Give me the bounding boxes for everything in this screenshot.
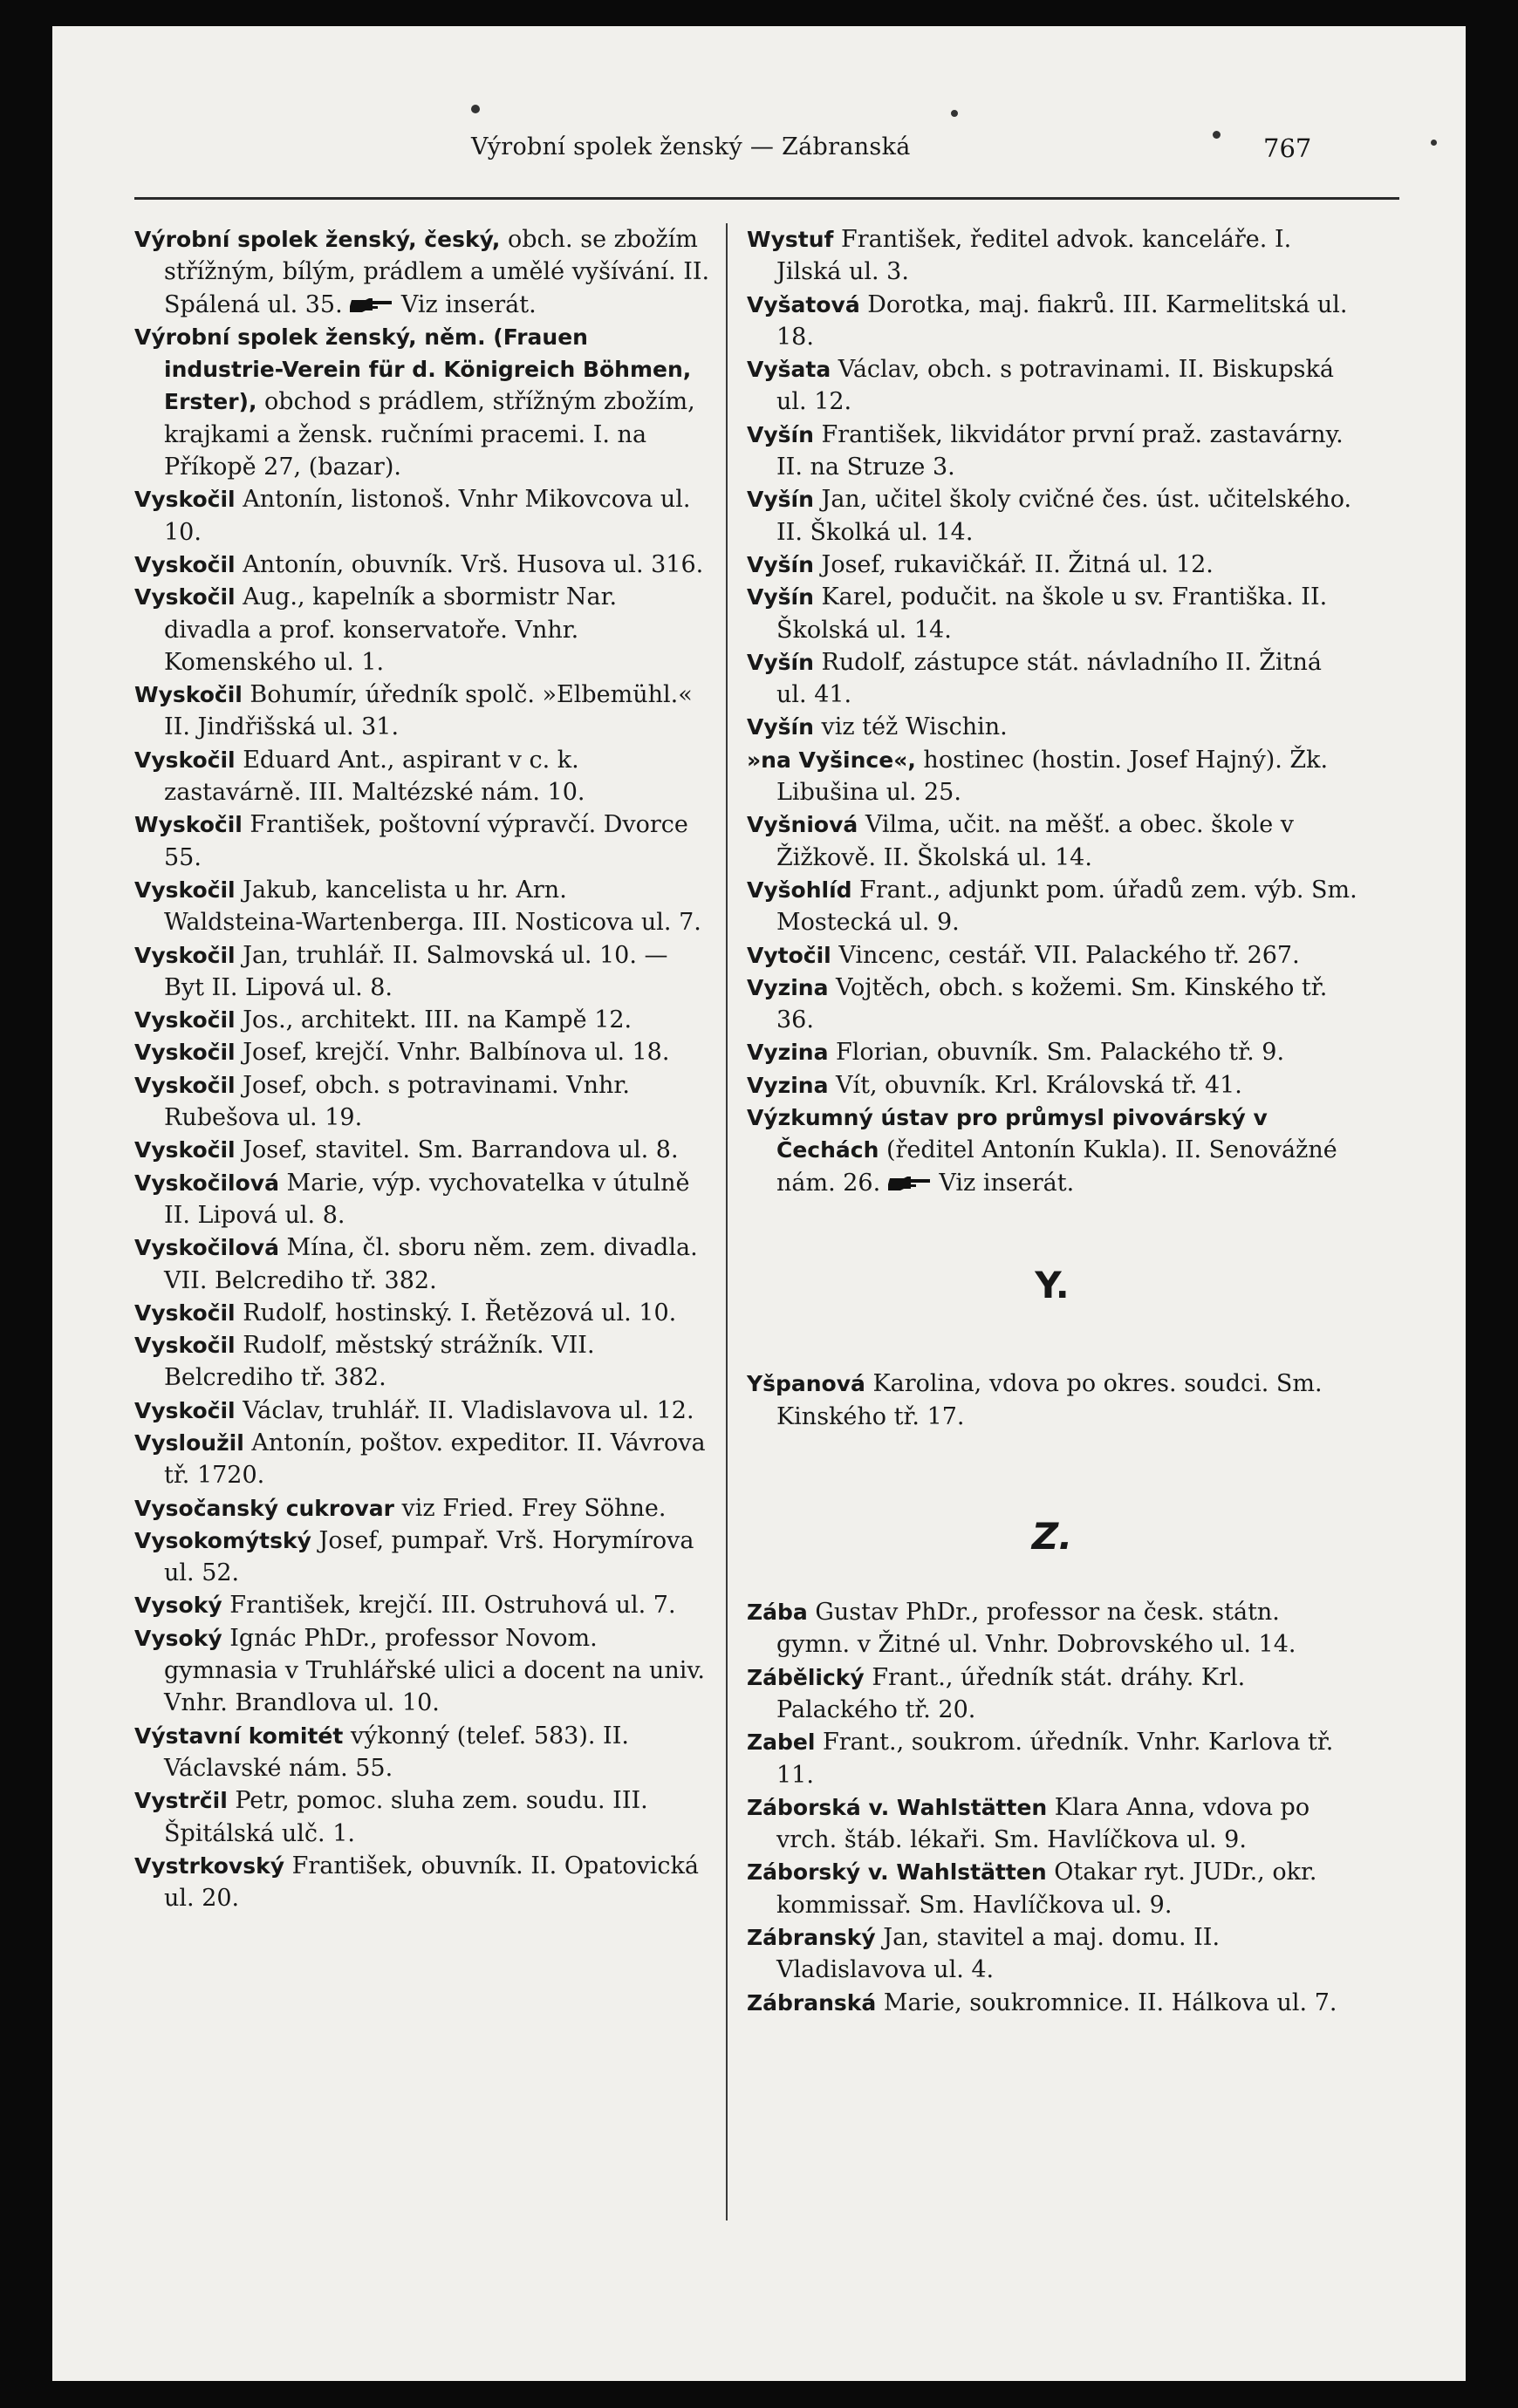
entry-details: Vincenc, cestář. VII. Palackého tř. 267.	[831, 941, 1300, 969]
directory-entry	[134, 1329, 710, 1395]
entry-name: Vysoký	[134, 1593, 222, 1619]
entry-details: (ředitel Antonín Kukla). II. Senovážné nám. 26.	[776, 1136, 1337, 1197]
entry-details: Karolina, vdova po okres. soudci. Sm. Kinského tř. 17.	[776, 1370, 1323, 1430]
entry-name: Vyšohlíd	[747, 877, 852, 903]
entry-name: Vysloužil	[134, 1429, 244, 1456]
entry-details: Karel, podučit. na škole u sv. Františka. II. Školská ul. 14.	[776, 583, 1328, 644]
entry-details: Josef, krejčí. Vnhr. Balbínova ul. 18.	[235, 1039, 670, 1067]
entry-name: Vyšín	[747, 714, 814, 740]
entry-details: Vojtěch, obch. s kožemi. Sm. Kinského tř. 36.	[776, 973, 1328, 1034]
w-entries	[747, 223, 1357, 1199]
directory-entry	[134, 1622, 710, 1720]
entry-details: Marie, výp. vychovatelka v útulně II. Lipová ul. 8.	[164, 1169, 690, 1229]
entry-details: Rudolf, městský strážník. VII. Belcrediho tř. 382.	[164, 1332, 595, 1392]
directory-entry	[747, 223, 1357, 289]
entry-name: Vysoký	[134, 1625, 222, 1651]
left-column	[134, 223, 710, 1914]
directory-entry	[747, 1921, 1357, 1987]
directory-entry	[134, 1784, 710, 1850]
entry-details: Jan, učitel školy cvičné čes. úst. učitelského. II. Školká ul. 14.	[776, 486, 1352, 546]
entry-name: Vysočanský cukrovar	[134, 1495, 394, 1521]
entry-details: Gustav PhDr., professor na česk. státn. gymn. v Žitné ul. Vnhr. Dobrovského ul. 14.	[776, 1599, 1296, 1659]
entry-name: Výrobní spolek ženský, něm. (Frauen industrie-Verein für d. Königreich Böhmen, Erster),	[134, 324, 692, 415]
directory-entry	[747, 549, 1357, 581]
directory-entry	[134, 874, 710, 939]
entry-name: Zabel	[747, 1729, 816, 1756]
directory-entry	[134, 1069, 710, 1135]
entry-name: Vyskočil	[134, 1333, 236, 1359]
directory-entry	[747, 939, 1357, 972]
header-rule	[134, 197, 1399, 200]
entry-name: Vyšatová	[747, 291, 860, 317]
entry-details: Josef, rukavičkář. II. Žitná ul. 12.	[813, 550, 1214, 578]
entry-details: Jos., architekt. III. na Kampě 12.	[235, 1006, 632, 1034]
entry-details: Jakub, kancelista u hr. Arn. Waldsteina-Wartenberga. III. Nosticova ul. 7.	[164, 876, 701, 937]
entry-details: Mína, čl. sboru něm. zem. divadla. VII. Belcrediho tř. 382.	[164, 1234, 698, 1294]
entry-name: Záborská v. Wahlstätten	[747, 1794, 1048, 1820]
entry-details: Antonín, obuvník. Vrš. Husova ul. 316.	[235, 550, 704, 578]
entry-details: Eduard Ant., aspirant v c. k. zastavárně. III. Maltézské nám. 10.	[164, 746, 585, 807]
print-speck	[471, 105, 480, 113]
directory-entry	[134, 581, 710, 679]
entry-details: Antonín, listonoš. Vnhr Mikovcova ul. 10.	[164, 486, 691, 546]
entry-details: Petr, pomoc. sluha zem. soudu. III. Špitálská ulč. 1.	[164, 1787, 648, 1847]
pointing-hand-icon	[888, 1175, 932, 1192]
directory-entry	[747, 1726, 1357, 1791]
entry-details: Frant., soukrom. úředník. Vnhr. Karlova tř. 11.	[776, 1729, 1334, 1789]
directory-entry	[747, 874, 1357, 939]
entry-details: viz též Wischin.	[813, 713, 1008, 741]
entry-details: výkonný (telef. 583). II. Václavské nám. 55.	[164, 1722, 629, 1782]
entry-name: Vyšín	[747, 649, 814, 675]
directory-entry	[747, 711, 1357, 743]
print-speck	[1213, 131, 1221, 139]
scan-border-left	[0, 0, 52, 2408]
directory-entry	[134, 321, 710, 483]
entry-name: Vyskočil	[134, 584, 236, 611]
advert-reference: Viz inserát.	[400, 290, 537, 318]
entry-name: Vyšín	[747, 551, 814, 577]
entry-name: Wyskočil	[134, 682, 243, 708]
entry-details: Otakar ryt. JUDr., okr. kommissař. Sm. Havlíčkova ul. 9.	[776, 1859, 1317, 1919]
directory-entry	[747, 972, 1357, 1037]
entry-name: Vyšín	[747, 487, 814, 513]
directory-entry	[134, 1004, 710, 1036]
directory-entry	[747, 808, 1357, 874]
entry-name: »na Vyšince«,	[747, 747, 916, 773]
directory-entry	[134, 939, 710, 1005]
entry-details: hostinec (hostin. Josef Hajný). Žk. Libušina ul. 25.	[776, 746, 1329, 807]
entry-name: Vyzina	[747, 974, 829, 1000]
entry-name: Vyskočil	[134, 1397, 236, 1423]
entry-name: Vyskočil	[134, 1072, 236, 1098]
directory-entry	[134, 679, 710, 744]
entry-name: Wyskočil	[134, 812, 243, 838]
entry-name: Výstavní komitét	[134, 1722, 344, 1749]
entry-details: Bohumír, úředník spolč. »Elbemühl.« II. Jindřišská ul. 31.	[164, 681, 693, 741]
entry-details: Jan, truhlář. II. Salmovská ul. 10. — Byt II. Lipová ul. 8.	[164, 941, 668, 1001]
directory-entry	[747, 1036, 1357, 1068]
directory-entry	[747, 581, 1357, 646]
entry-details: Florian, obuvník. Sm. Palackého tř. 9.	[828, 1039, 1285, 1067]
entry-name: Vystrčil	[134, 1788, 228, 1814]
directory-entry	[747, 353, 1357, 419]
entry-name: Vyskočil	[134, 1007, 236, 1033]
entry-name: Vyskočilová	[134, 1235, 279, 1261]
entry-name: Vyzina	[747, 1040, 829, 1066]
entry-details: obchod s prádlem, střížným zbožím, krajkami a žensk. ručními pracemi. I. na Příkopě 27, (bazar).	[164, 388, 695, 481]
directory-entry	[747, 1368, 1357, 1433]
right-column	[747, 223, 1357, 2019]
entry-name: Výrobní spolek ženský, český,	[134, 227, 501, 252]
directory-entry	[747, 483, 1357, 549]
directory-entry	[747, 1069, 1357, 1102]
section-letter-z: Z.	[1031, 1514, 1073, 1558]
entry-details: Rudolf, hostinský. I. Řetězová ul. 10.	[235, 1299, 677, 1327]
entry-details: viz Fried. Frey Söhne.	[393, 1494, 667, 1522]
directory-entry	[747, 289, 1357, 354]
directory-entry	[134, 1850, 710, 1915]
entry-name: Vyskočil	[134, 942, 236, 968]
pointing-hand-icon	[350, 297, 393, 314]
page-number: 767	[1263, 133, 1312, 163]
directory-entry	[134, 1395, 710, 1427]
scan-border-right	[1466, 0, 1518, 2408]
entry-details: Václav, truhlář. II. Vladislavova ul. 12.	[235, 1396, 694, 1424]
entry-name: Vyskočilová	[134, 1170, 279, 1196]
entry-details: František, obuvník. II. Opatovická ul. 20.	[164, 1852, 699, 1913]
entry-details: Josef, stavitel. Sm. Barrandova ul. 8.	[235, 1136, 679, 1164]
entry-details: František, likvidátor první praž. zastavárny. II. na Struze 3.	[776, 420, 1344, 481]
directory-entry	[134, 1492, 710, 1525]
entry-name: Vyšniová	[747, 812, 858, 838]
directory-entry	[747, 1596, 1357, 1661]
entry-name: Vystrkovský	[134, 1852, 285, 1879]
entry-name: Zábranský	[747, 1925, 876, 1951]
entry-name: Wystuf	[747, 227, 834, 252]
directory-entry	[747, 419, 1357, 484]
directory-entry	[747, 1791, 1357, 1857]
entry-details: Frant., úředník stát. dráhy. Krl. Palackého tř. 20.	[776, 1663, 1246, 1723]
directory-entry	[747, 1856, 1357, 1921]
entry-name: Vyskočil	[134, 1040, 236, 1066]
entry-details: Klara Anna, vdova po vrch. štáb. lékaři. Sm. Havlíčkova ul. 9.	[776, 1793, 1310, 1854]
directory-entry	[134, 1167, 710, 1232]
running-title: Výrobní spolek ženský — Zábranská	[471, 133, 911, 160]
entry-details: Jan, stavitel a maj. domu. II. Vladislavova ul. 4.	[776, 1924, 1221, 1984]
directory-entry	[134, 1427, 710, 1492]
scan-border-bottom	[0, 2381, 1518, 2408]
entry-name: Záborský v. Wahlstätten	[747, 1859, 1047, 1886]
entry-name: Yšpanová	[747, 1371, 865, 1397]
entry-name: Zábranská	[747, 1989, 877, 2016]
directory-entry	[747, 1987, 1357, 2019]
entry-details: František, ředitel advok. kanceláře. I. Jilská ul. 3.	[776, 226, 1292, 286]
section-letter-y: Y.	[1035, 1263, 1070, 1306]
directory-entry	[134, 808, 710, 874]
directory-entry	[134, 1720, 710, 1785]
z-entries	[747, 1596, 1357, 2019]
print-speck	[951, 110, 958, 117]
entry-details: František, krejčí. III. Ostruhová ul. 7.	[222, 1592, 676, 1620]
entry-name: Vyšín	[747, 421, 814, 447]
directory-entry	[134, 1297, 710, 1329]
print-speck	[1431, 140, 1437, 146]
entry-name: Vyskočil	[134, 877, 236, 903]
entry-name: Vyskočil	[134, 1300, 236, 1326]
entry-details: Vilma, učit. na měšť. a obec. škole v Žižkově. II. Školská ul. 14.	[776, 811, 1295, 871]
entry-name: Vyzina	[747, 1072, 829, 1098]
entry-name: Zábělický	[747, 1664, 865, 1690]
entry-name: Vyskočil	[134, 1137, 236, 1163]
directory-entry	[134, 1036, 710, 1068]
directory-entry	[134, 549, 710, 581]
entry-name: Vyskočil	[134, 487, 236, 513]
entry-details: Josef, obch. s potravinami. Vnhr. Rubešova ul. 19.	[164, 1071, 630, 1132]
entry-details: Václav, obch. s potravinami. II. Biskupská ul. 12.	[776, 356, 1334, 416]
directory-entry	[134, 483, 710, 549]
entry-name: Vyšín	[747, 584, 814, 611]
entry-details: Frant., adjunkt pom. úřadů zem. výb. Sm. Mostecká ul. 9.	[776, 876, 1357, 937]
entry-name: Vyskočil	[134, 747, 236, 773]
entry-name: Vyšata	[747, 357, 831, 383]
entry-name: Vyskočil	[134, 551, 236, 577]
entry-details: Dorotka, maj. fiakrů. III. Karmelitská ul. 18.	[776, 290, 1348, 351]
entry-details: obch. se zbožím střížným, bílým, prádlem a umělé vyšívání. II. Spálená ul. 35.	[164, 226, 710, 318]
column-divider	[726, 223, 728, 2220]
directory-entry	[747, 1661, 1357, 1727]
directory-entry	[747, 646, 1357, 712]
entry-name: Vytočil	[747, 942, 831, 968]
entry-details: Josef, pumpař. Vrš. Horymírova ul. 52.	[164, 1526, 694, 1587]
directory-entry	[747, 1102, 1357, 1199]
directory-entry	[134, 1525, 710, 1590]
advert-reference: Viz inserát.	[939, 1169, 1075, 1197]
directory-page	[52, 26, 1466, 2381]
entry-name: Vysokomýtský	[134, 1527, 311, 1553]
entry-details: Antonín, poštov. expeditor. II. Vávrova tř. 1720.	[164, 1429, 706, 1490]
directory-entry	[134, 223, 710, 321]
directory-entry	[747, 744, 1357, 809]
directory-entry	[134, 1134, 710, 1166]
entry-name: Výzkumný ústav pro průmysl pivovárský v Čechách	[747, 1105, 1268, 1163]
directory-entry	[134, 1231, 710, 1297]
scan-border-top	[0, 0, 1518, 26]
entry-details: Rudolf, zástupce stát. návladního II. Žitná ul. 41.	[776, 648, 1323, 709]
y-entries	[747, 1368, 1357, 1433]
entry-details: Vít, obuvník. Krl. Královská tř. 41.	[828, 1071, 1242, 1099]
entry-details: Aug., kapelník a sbormistr Nar. divadla a prof. konservatoře. Vnhr. Komenského ul. 1.	[164, 583, 618, 676]
entry-name: Zába	[747, 1600, 808, 1626]
directory-entry	[134, 744, 710, 809]
entry-details: František, poštovní výpravčí. Dvorce 55.	[164, 811, 688, 871]
entry-details: Ignác PhDr., professor Novom. gymnasia v Truhlářské ulici a docent na univ. Vnhr. Brandlova ul. 10.	[164, 1624, 705, 1717]
entry-details: Marie, soukromnice. II. Hálkova ul. 7.	[876, 1988, 1337, 2016]
directory-entry	[134, 1589, 710, 1621]
